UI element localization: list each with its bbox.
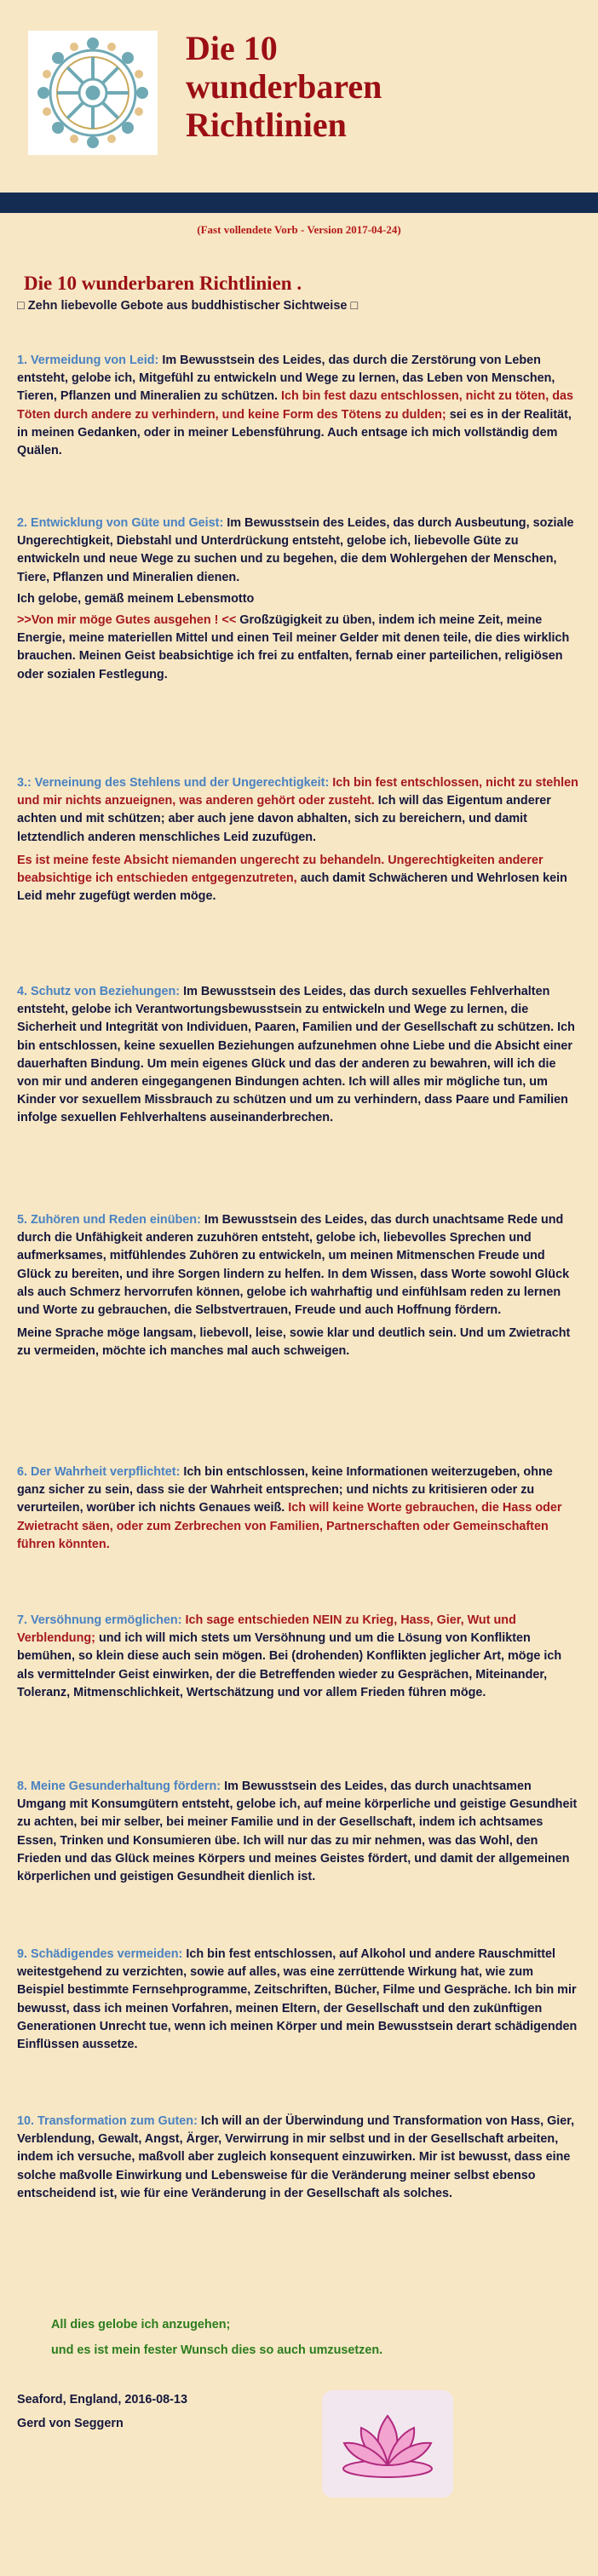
section-text: Im Bewusstsein des Leides, das durch die Zerstörung von Leben entsteht, gelobe ich, Mitgefühl zu entwickeln und Wege zu lernen, das Leben von Menschen, Tieren, Pflanzen und Mineralien zu schützen. [17,354,555,404]
section-text: auch damit Schwächeren und Wehrlosen kein Leid mehr zugefügt werden möge. [17,871,567,904]
section-10 [17,2113,579,2203]
section-3 [17,774,579,906]
section-1 [17,352,579,460]
section-2 [17,515,579,684]
section-highlight: Ich bin fest dazu entschlossen, nicht zu töten, das Töten durch andere zu verhindern, und keine Form des Tötens zu dulden; [17,389,574,422]
section-text: Ich bin entschlossen, keine Informationen weiterzugeben, ohne ganz sicher zu sein, dass sie der Wahrheit entsprechen; und nichts zu kritisieren oder zu verurteilen, worüber ich nichts Genaues weiß. [17,1465,553,1515]
version-note: (Fast vollendete Vorb - Version 2017-04-24) [197,223,401,236]
section-4 [17,983,579,1128]
dharma-wheel-logo [28,31,158,155]
section-text: Im Bewusstsein des Leides, das durch Ausbeutung, soziale Ungerechtigkeit, Diebstahl und Unterdrückung entsteht, gelobe ich, liebevolle Güte zu entwickeln und neue Wege zu suchen und zu begehen, die dem Wohlergehen der Menschen, Tiere, Pflanzen und Mineralien dienen. [17,516,574,584]
section-8 [17,1778,579,1886]
section-text: Im Bewusstsein des Leides, das durch sexuelles Fehlverhalten entsteht, gelobe ich Verantwortungsbewusstsein zu entwickeln und Wege zu lernen, die Sicherheit und Integrität von Individuen, Paaren, Familien und der Gesellschaft zu schützen. Ich bin entschlossen, keine sexuellen Beziehungen aufzunehmen ohne Liebe und die Absicht einer dauerhaften Bindung. Um mein eigenes Glück und das der anderen zu bewahren, will ich die von mir und anderen eingegangenen Bindungen achten. Ich will alles mir mögliche tun, um Kinder vor sexuellem Missbrauch zu schützen und um zu verhindern, dass Paare und Familien infolge sexuellen Fehlverhaltens auseinanderbrechen. [17,985,575,1125]
section-heading: 5. Zuhören und Reden einüben: [17,1213,201,1227]
section-paragraph: Meine Sprache möge langsam, liebevoll, leise, sowie klar und deutlich sein. Und um Zwietracht zu vermeiden, möchte ich manches mal auch schweigen. [17,1326,571,1359]
section-heading: 10. Transformation zum Guten: [17,2114,198,2128]
document-title: Die 10 wunderbaren Richtlinien . [24,273,302,294]
section-heading: 1. Vermeidung von Leid: [17,354,159,367]
closing-vow [17,2312,579,2363]
author-name: Gerd von Seggern [17,2417,124,2430]
header [0,0,598,192]
section-heading: 4. Schutz von Beziehungen: [17,985,181,998]
section-6 [17,1463,579,1554]
section-highlight: Ich will keine Worte gebrauchen, die Hass oder Zwietracht säen, oder zum Zerbrechen von Familien, Partnerschaften oder Gemeinschaften führen könnten. [17,1501,562,1551]
site-title: Die 10 wunderbaren Richtlinien [186,29,382,144]
lotus-flower-image [322,2390,453,2498]
signature [17,2387,579,2435]
document-content [17,271,579,2430]
section-highlight: Ich bin fest entschlossen, nicht zu stehlen und mir nichts anzueignen, was anderen gehört oder zusteht. [17,776,578,808]
section-heading: 9. Schädigendes vermeiden: [17,1947,183,1961]
section-text: Im Bewusstsein des Leides, das durch unachtsame Rede und durch die Unfähigkeit anderen zuzuhören entsteht, gelobe ich, liebevolles Sprechen und aufmerksames, mitfühlendes Zuhören zu entwickeln, um meinen Mitmenschen Freude und Glück zu bereiten, und ihre Sorgen lindern zu helfen. In dem Wissen, dass Worte sowohl Glück als auch Schmerz hervorrufen können, gelobe ich wahrhaftig und einfühlsam reden zu lernen und Worte zu gebrauchen, die Selbstvertrauen, Freude und auch Hoffnung fördern. [17,1213,570,1318]
navigation-bar [0,193,598,213]
section-5 [17,1211,579,1361]
section-text: Ich will an der Überwindung und Transformation von Hass, Gier, Verblendung, Gewalt, Angst, Ärger, Verwirrung in mir selbst und in der Gesellschaft arbeiten, indem ich versuche, maßvoll aber zugleich konsequent einzuwirken. Mir ist bewusst, dass eine solche maßvolle Einwirkung und Lebensweise für die Veränderung meiner selbst ebenso entscheidend ist, wie für eine Veränderung in der Gesellschaft als solches. [17,2114,575,2200]
section-text: Ich will das Eigentum anderer achten und mit schützen; aber auch jene davon abhalten, sich zu bereichern, und damit letztendlich anderen menschliches Leid zuzufügen. [17,794,551,844]
section-9 [17,1946,579,2054]
section-heading: 8. Meine Gesunderhaltung fördern: [17,1780,221,1793]
section-text: und ich will mich stets um Versöhnung und um die Lösung von Konflikten bemühen, so klein diese auch sein mögen. Bei (drohenden) Konflikten jeglicher Art, möge ich als vermittelnder Geist einwirken, der die Betreffenden wieder zu Gesprächen, Miteinander, Toleranz, Mitmenschlichkeit, Wertschätzung und vor allem Frieden führen möge. [17,1631,562,1699]
section-highlight: Es ist meine feste Absicht niemanden ungerecht zu behandeln. Ungerechtigkeiten anderer beabsichtige ich entschieden entgegenzutreten, [17,853,543,886]
section-text: Großzügigkeit zu üben, indem ich meine Zeit, meine Energie, meine materiellen Mittel und einen Teil meiner Gelder mit denen teile, die dies wirklich brauchen. Meinen Geist beabsichtige ich frei zu entfalten, fernab einer parteilichen, religiösen oder sozialen Festlegung. [17,613,570,681]
section-heading: 6. Der Wahrheit verpflichtet: [17,1465,181,1479]
section-paragraph: Ich gelobe, gemäß meinem Lebensmotto [17,591,255,606]
closing-line-2: und es ist mein fester Wunsch dies so auch umzusetzen. [51,2343,383,2357]
section-text: Im Bewusstsein des Leides, das durch unachtsamen Umgang mit Konsumgütern entsteht, gelobe ich, auf meine körperliche und geistige Gesundheit zu achten, bei mir selber, bei meiner Familie und in der Gesellschaft, indem ich achtsames Essen, Trinken und Konsumieren übe. Ich will nur das zu mir nehmen, was das Wohl, den Frieden und das Glück meines Körpers und meines Geistes fördert, und damit der allgemeinen körperlichen und geistigen Gesundheit dienlich ist. [17,1780,578,1884]
closing-line-1: All dies gelobe ich anzugehen; [51,2318,231,2332]
place-date: Seaford, England, 2016-08-13 [17,2393,187,2406]
section-heading: 2. Entwicklung von Güte und Geist: [17,516,224,530]
section-heading: 3.: Verneinung des Stehlens und der Ungerechtigkeit: [17,776,330,790]
section-text: Ich bin fest entschlossen, auf Alkohol und andere Rauschmittel weitestgehend zu verzichten, sowie auf alles, was eine zerrüttende Wirkung hat, wie zum Beispiel bestimmte Fernsehprogramme, Zeitschriften, Bücher, Filme und Gespräche. Ich bin mir bewusst, dass ich meinen Vorfahren, meinen Eltern, der Gesellschaft und den zukünftigen Generationen Unrecht tue, wenn ich meinen Körper und mein Bewusstsein derart schädigenden Einflüssen aussetze. [17,1947,578,2052]
section-heading: 7. Versöhnung ermöglichen: [17,1613,182,1627]
section-text-tail: sei es in der Realität, in meinen Gedanken, oder in meiner Lebensführung. Auch entsage ich mich vollständig dem Quälen. [17,407,572,458]
section-highlight: >>Von mir möge Gutes ausgehen ! << [17,613,237,628]
section-highlight: Ich sage entschieden NEIN zu Krieg, Hass, Gier, Wut und Verblendung; [17,1613,516,1646]
document-subtitle: □ Zehn liebevolle Gebote aus buddhistischer Sichtweise □ [17,299,359,313]
section-7 [17,1612,579,1702]
